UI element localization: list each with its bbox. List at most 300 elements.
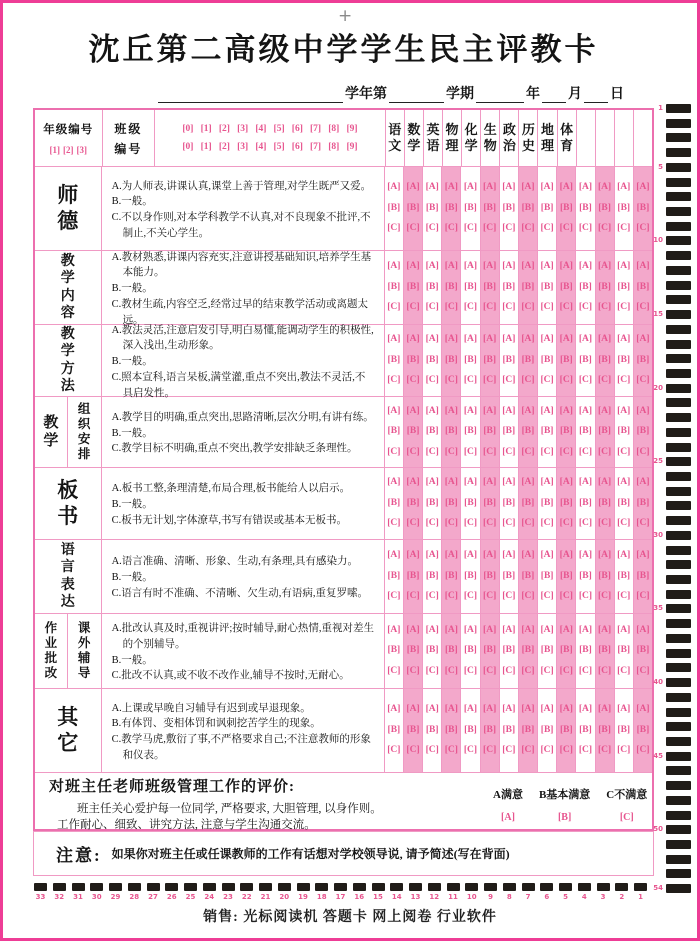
answer-bubble-B[interactable]: [B] [636, 281, 650, 292]
answer-bubble-B[interactable]: [B] [598, 497, 611, 508]
month-blank[interactable] [542, 87, 566, 103]
answer-bubble-A[interactable]: [A] [540, 405, 554, 416]
answer-bubble-A[interactable]: [A] [387, 477, 401, 488]
answer-bubble-A[interactable]: [A] [406, 624, 420, 635]
answer-bubble-B[interactable]: [B] [598, 202, 611, 213]
answer-bubble-C[interactable]: [C] [387, 302, 401, 313]
answer-bubble-C[interactable]: [C] [559, 665, 573, 676]
answer-bubble-B[interactable]: [B] [406, 354, 420, 365]
answer-bubble-A[interactable]: [A] [636, 182, 650, 193]
class-digit-bubble[interactable]: [6] [291, 123, 303, 134]
class-digit-bubble[interactable]: [8] [328, 142, 340, 153]
answer-bubble-C[interactable]: [C] [521, 518, 535, 529]
answer-bubble-B[interactable]: [B] [387, 570, 401, 581]
answer-bubble-B[interactable]: [B] [502, 570, 516, 581]
answer-bubble-C[interactable]: [C] [597, 591, 612, 602]
answer-bubble-C[interactable]: [C] [425, 223, 439, 234]
answer-bubble-B[interactable]: [B] [636, 570, 650, 581]
answer-bubble-A[interactable]: [A] [597, 550, 612, 561]
answer-bubble-B[interactable]: [B] [445, 645, 458, 656]
answer-bubble-A[interactable]: [A] [463, 182, 478, 193]
answer-bubble-A[interactable]: [A] [617, 405, 631, 416]
answer-bubble-A[interactable]: [A] [483, 704, 497, 715]
answer-bubble-C[interactable]: [C] [597, 665, 612, 676]
answer-bubble-C[interactable]: [C] [540, 302, 554, 313]
answer-bubble-B[interactable]: [B] [445, 354, 458, 365]
answer-bubble-C[interactable]: [C] [578, 223, 593, 234]
answer-bubble-A[interactable]: [A] [406, 704, 420, 715]
answer-bubble-B[interactable]: [B] [579, 354, 592, 365]
answer-bubble-C[interactable]: [C] [444, 518, 458, 529]
answer-bubble-B[interactable]: [B] [502, 645, 516, 656]
answer-bubble-B[interactable]: [B] [540, 202, 554, 213]
answer-bubble-A[interactable]: [A] [521, 624, 535, 635]
answer-bubble-A[interactable]: [A] [559, 704, 573, 715]
grade-bubble-2[interactable]: [2] [63, 144, 74, 155]
answer-bubble-C[interactable]: [C] [617, 446, 631, 457]
answer-bubble-A[interactable]: [A] [559, 624, 573, 635]
answer-bubble-B[interactable]: [B] [464, 645, 477, 656]
class-digit-bubble[interactable]: [2] [218, 142, 230, 153]
answer-bubble-A[interactable]: [A] [578, 182, 593, 193]
answer-bubble-C[interactable]: [C] [521, 223, 535, 234]
answer-bubble-A[interactable]: [A] [578, 550, 593, 561]
answer-bubble-A[interactable]: [A] [540, 334, 554, 345]
answer-bubble-C[interactable]: [C] [521, 446, 535, 457]
answer-bubble-C[interactable]: [C] [387, 745, 401, 756]
answer-bubble-B[interactable]: [B] [617, 645, 631, 656]
answer-bubble-C[interactable]: [C] [502, 223, 516, 234]
answer-bubble-B[interactable]: [B] [406, 202, 420, 213]
answer-bubble-B[interactable]: [B] [579, 281, 592, 292]
answer-bubble-B[interactable]: [B] [502, 426, 516, 437]
answer-bubble-A[interactable]: [A] [425, 334, 439, 345]
answer-bubble-A[interactable]: [A] [502, 624, 516, 635]
answer-bubble-A[interactable]: [A] [521, 334, 535, 345]
answer-bubble-C[interactable]: [C] [502, 745, 516, 756]
answer-bubble-C[interactable]: [C] [406, 745, 420, 756]
answer-bubble-B[interactable]: [B] [425, 645, 439, 656]
answer-bubble-A[interactable]: [A] [636, 624, 650, 635]
answer-bubble-A[interactable]: [A] [444, 182, 458, 193]
answer-bubble-C[interactable]: [C] [406, 302, 420, 313]
answer-bubble-B[interactable]: [B] [483, 281, 496, 292]
answer-bubble-C[interactable]: [C] [463, 302, 478, 313]
answer-bubble-C[interactable]: [C] [636, 223, 650, 234]
class-digit-bubble[interactable]: [4] [255, 142, 267, 153]
answer-bubble-A[interactable]: [A] [387, 624, 401, 635]
answer-bubble-C[interactable]: [C] [578, 446, 593, 457]
answer-bubble-A[interactable]: [A] [636, 477, 650, 488]
answer-bubble-A[interactable]: [A] [425, 624, 439, 635]
answer-bubble-A[interactable]: [A] [444, 261, 458, 272]
answer-bubble-C[interactable]: [C] [617, 665, 631, 676]
answer-bubble-B[interactable]: [B] [406, 645, 420, 656]
answer-bubble-A[interactable]: [A] [636, 550, 650, 561]
answer-bubble-C[interactable]: [C] [578, 302, 593, 313]
answer-bubble-A[interactable]: [A] [521, 182, 535, 193]
class-digit-bubble[interactable]: [5] [273, 123, 285, 134]
answer-bubble-A[interactable]: [A] [540, 477, 554, 488]
answer-bubble-A[interactable]: [A] [578, 704, 593, 715]
answer-bubble-C[interactable]: [C] [559, 375, 573, 386]
answer-bubble-A[interactable]: [A] [406, 261, 420, 272]
class-digit-bubble[interactable]: [5] [273, 142, 285, 153]
answer-bubble-A[interactable]: [A] [521, 405, 535, 416]
answer-bubble-B[interactable]: [B] [425, 281, 439, 292]
answer-bubble-C[interactable]: [C] [444, 665, 458, 676]
answer-bubble-C[interactable]: [C] [483, 518, 497, 529]
answer-bubble-C[interactable]: [C] [559, 745, 573, 756]
answer-bubble-B[interactable]: [B] [406, 497, 420, 508]
answer-bubble-B[interactable]: [B] [540, 281, 554, 292]
answer-bubble-A[interactable]: [A] [406, 477, 420, 488]
answer-bubble-A[interactable]: [A] [463, 477, 478, 488]
answer-bubble-B[interactable]: [B] [387, 724, 401, 735]
evaluation-answer-bubble[interactable]: [B] [557, 812, 572, 823]
answer-bubble-A[interactable]: [A] [444, 550, 458, 561]
answer-bubble-B[interactable]: [B] [617, 497, 631, 508]
answer-bubble-A[interactable]: [A] [540, 624, 554, 635]
answer-bubble-A[interactable]: [A] [521, 261, 535, 272]
answer-bubble-B[interactable]: [B] [483, 570, 496, 581]
answer-bubble-C[interactable]: [C] [483, 223, 497, 234]
answer-bubble-A[interactable]: [A] [444, 334, 458, 345]
answer-bubble-C[interactable]: [C] [502, 446, 516, 457]
answer-bubble-B[interactable]: [B] [464, 570, 477, 581]
answer-bubble-C[interactable]: [C] [425, 375, 439, 386]
answer-bubble-B[interactable]: [B] [406, 426, 420, 437]
answer-bubble-C[interactable]: [C] [387, 518, 401, 529]
answer-bubble-B[interactable]: [B] [406, 281, 420, 292]
answer-bubble-C[interactable]: [C] [521, 665, 535, 676]
class-digit-bubble[interactable]: [9] [346, 123, 358, 134]
answer-bubble-B[interactable]: [B] [636, 354, 650, 365]
answer-bubble-A[interactable]: [A] [597, 261, 612, 272]
answer-bubble-C[interactable]: [C] [636, 665, 650, 676]
class-digit-bubble[interactable]: [2] [218, 123, 230, 134]
answer-bubble-C[interactable]: [C] [540, 745, 554, 756]
answer-bubble-C[interactable]: [C] [387, 375, 401, 386]
answer-bubble-C[interactable]: [C] [617, 302, 631, 313]
answer-bubble-C[interactable]: [C] [463, 665, 478, 676]
answer-bubble-B[interactable]: [B] [540, 724, 554, 735]
answer-bubble-B[interactable]: [B] [425, 202, 439, 213]
answer-bubble-C[interactable]: [C] [597, 518, 612, 529]
answer-bubble-A[interactable]: [A] [502, 477, 516, 488]
answer-bubble-A[interactable]: [A] [540, 182, 554, 193]
answer-bubble-C[interactable]: [C] [463, 518, 478, 529]
answer-bubble-A[interactable]: [A] [559, 550, 573, 561]
answer-bubble-B[interactable]: [B] [559, 497, 573, 508]
answer-bubble-A[interactable]: [A] [578, 405, 593, 416]
answer-bubble-C[interactable]: [C] [406, 446, 420, 457]
day-blank[interactable] [584, 87, 608, 103]
answer-bubble-A[interactable]: [A] [559, 182, 573, 193]
answer-bubble-C[interactable]: [C] [617, 745, 631, 756]
answer-bubble-B[interactable]: [B] [559, 570, 573, 581]
answer-bubble-A[interactable]: [A] [502, 182, 516, 193]
answer-bubble-B[interactable]: [B] [445, 497, 458, 508]
answer-bubble-A[interactable]: [A] [521, 704, 535, 715]
answer-bubble-B[interactable]: [B] [540, 497, 554, 508]
class-digit-bubble[interactable]: [0] [182, 123, 194, 134]
answer-bubble-C[interactable]: [C] [483, 302, 497, 313]
answer-bubble-C[interactable]: [C] [425, 518, 439, 529]
answer-bubble-A[interactable]: [A] [502, 704, 516, 715]
answer-bubble-B[interactable]: [B] [579, 724, 592, 735]
grade-bubble-3[interactable]: [3] [76, 144, 88, 155]
answer-bubble-A[interactable]: [A] [406, 405, 420, 416]
answer-bubble-A[interactable]: [A] [483, 182, 497, 193]
answer-bubble-B[interactable]: [B] [521, 426, 535, 437]
answer-bubble-B[interactable]: [B] [540, 426, 554, 437]
answer-bubble-A[interactable]: [A] [483, 261, 497, 272]
answer-bubble-B[interactable]: [B] [579, 645, 592, 656]
answer-bubble-A[interactable]: [A] [617, 550, 631, 561]
answer-bubble-B[interactable]: [B] [425, 354, 439, 365]
answer-bubble-B[interactable]: [B] [617, 426, 631, 437]
class-digit-bubble[interactable]: [3] [237, 142, 249, 153]
answer-bubble-C[interactable]: [C] [578, 591, 593, 602]
answer-bubble-C[interactable]: [C] [502, 518, 516, 529]
answer-bubble-A[interactable]: [A] [463, 405, 478, 416]
answer-bubble-C[interactable]: [C] [636, 591, 650, 602]
answer-bubble-A[interactable]: [A] [406, 550, 420, 561]
answer-bubble-C[interactable]: [C] [559, 518, 573, 529]
answer-bubble-B[interactable]: [B] [502, 354, 516, 365]
answer-bubble-A[interactable]: [A] [597, 704, 612, 715]
answer-bubble-B[interactable]: [B] [579, 497, 592, 508]
answer-bubble-B[interactable]: [B] [540, 645, 554, 656]
answer-bubble-C[interactable]: [C] [406, 518, 420, 529]
answer-bubble-B[interactable]: [B] [387, 354, 401, 365]
answer-bubble-A[interactable]: [A] [425, 477, 439, 488]
answer-bubble-B[interactable]: [B] [559, 724, 573, 735]
answer-bubble-B[interactable]: [B] [540, 570, 554, 581]
answer-bubble-B[interactable]: [B] [579, 202, 592, 213]
answer-bubble-A[interactable]: [A] [502, 334, 516, 345]
answer-bubble-C[interactable]: [C] [636, 446, 650, 457]
answer-bubble-C[interactable]: [C] [540, 591, 554, 602]
answer-bubble-A[interactable]: [A] [597, 182, 612, 193]
answer-bubble-A[interactable]: [A] [444, 704, 458, 715]
answer-bubble-C[interactable]: [C] [636, 302, 650, 313]
answer-bubble-C[interactable]: [C] [597, 302, 612, 313]
answer-bubble-C[interactable]: [C] [483, 446, 497, 457]
answer-bubble-B[interactable]: [B] [464, 426, 477, 437]
answer-bubble-C[interactable]: [C] [521, 302, 535, 313]
answer-bubble-C[interactable]: [C] [636, 745, 650, 756]
answer-bubble-B[interactable]: [B] [521, 724, 535, 735]
answer-bubble-B[interactable]: [B] [445, 281, 458, 292]
answer-bubble-C[interactable]: [C] [425, 665, 439, 676]
answer-bubble-A[interactable]: [A] [406, 334, 420, 345]
answer-bubble-B[interactable]: [B] [617, 570, 631, 581]
answer-bubble-B[interactable]: [B] [598, 645, 611, 656]
answer-bubble-B[interactable]: [B] [559, 202, 573, 213]
answer-bubble-C[interactable]: [C] [502, 302, 516, 313]
answer-bubble-A[interactable]: [A] [463, 550, 478, 561]
answer-bubble-C[interactable]: [C] [463, 375, 478, 386]
answer-bubble-A[interactable]: [A] [425, 550, 439, 561]
answer-bubble-B[interactable]: [B] [425, 426, 439, 437]
answer-bubble-C[interactable]: [C] [463, 446, 478, 457]
answer-bubble-B[interactable]: [B] [387, 281, 401, 292]
answer-bubble-A[interactable]: [A] [617, 624, 631, 635]
answer-bubble-B[interactable]: [B] [521, 354, 535, 365]
answer-bubble-B[interactable]: [B] [425, 724, 439, 735]
answer-bubble-B[interactable]: [B] [502, 724, 516, 735]
answer-bubble-B[interactable]: [B] [636, 497, 650, 508]
answer-bubble-C[interactable]: [C] [636, 518, 650, 529]
answer-bubble-B[interactable]: [B] [464, 202, 477, 213]
answer-bubble-A[interactable]: [A] [559, 477, 573, 488]
answer-bubble-B[interactable]: [B] [636, 426, 650, 437]
answer-bubble-A[interactable]: [A] [578, 477, 593, 488]
answer-bubble-C[interactable]: [C] [425, 302, 439, 313]
class-digit-bubble[interactable]: [3] [237, 123, 249, 134]
answer-bubble-C[interactable]: [C] [540, 375, 554, 386]
answer-bubble-A[interactable]: [A] [387, 182, 401, 193]
answer-bubble-B[interactable]: [B] [483, 202, 496, 213]
answer-bubble-C[interactable]: [C] [444, 302, 458, 313]
answer-bubble-C[interactable]: [C] [559, 446, 573, 457]
answer-bubble-B[interactable]: [B] [406, 724, 420, 735]
answer-bubble-C[interactable]: [C] [540, 446, 554, 457]
evaluation-answer-bubble[interactable]: [C] [619, 812, 634, 823]
answer-bubble-A[interactable]: [A] [578, 334, 593, 345]
answer-bubble-A[interactable]: [A] [463, 261, 478, 272]
answer-bubble-A[interactable]: [A] [425, 182, 439, 193]
answer-bubble-B[interactable]: [B] [387, 202, 401, 213]
answer-bubble-C[interactable]: [C] [387, 665, 401, 676]
answer-bubble-A[interactable]: [A] [578, 624, 593, 635]
answer-bubble-C[interactable]: [C] [578, 745, 593, 756]
answer-bubble-A[interactable]: [A] [425, 704, 439, 715]
answer-bubble-C[interactable]: [C] [463, 591, 478, 602]
answer-bubble-B[interactable]: [B] [445, 426, 458, 437]
answer-bubble-B[interactable]: [B] [598, 724, 611, 735]
class-digit-bubble[interactable]: [4] [255, 123, 267, 134]
answer-bubble-A[interactable]: [A] [540, 261, 554, 272]
answer-bubble-C[interactable]: [C] [578, 518, 593, 529]
answer-bubble-C[interactable]: [C] [578, 665, 593, 676]
class-digit-bubble[interactable]: [8] [328, 123, 340, 134]
answer-bubble-C[interactable]: [C] [597, 446, 612, 457]
answer-bubble-C[interactable]: [C] [425, 446, 439, 457]
answer-bubble-C[interactable]: [C] [406, 665, 420, 676]
answer-bubble-B[interactable]: [B] [464, 354, 477, 365]
answer-bubble-A[interactable]: [A] [617, 477, 631, 488]
answer-bubble-B[interactable]: [B] [406, 570, 420, 581]
class-digit-bubble[interactable]: [1] [200, 123, 212, 134]
answer-bubble-B[interactable]: [B] [445, 724, 458, 735]
answer-bubble-C[interactable]: [C] [540, 223, 554, 234]
answer-bubble-A[interactable]: [A] [483, 624, 497, 635]
answer-bubble-A[interactable]: [A] [502, 550, 516, 561]
answer-bubble-C[interactable]: [C] [597, 745, 612, 756]
answer-bubble-C[interactable]: [C] [521, 375, 535, 386]
answer-bubble-C[interactable]: [C] [540, 665, 554, 676]
answer-bubble-B[interactable]: [B] [521, 202, 535, 213]
answer-bubble-B[interactable]: [B] [387, 645, 401, 656]
answer-bubble-C[interactable]: [C] [406, 223, 420, 234]
answer-bubble-C[interactable]: [C] [597, 223, 612, 234]
school-year-blank[interactable] [158, 87, 343, 103]
answer-bubble-A[interactable]: [A] [483, 405, 497, 416]
answer-bubble-A[interactable]: [A] [463, 334, 478, 345]
answer-bubble-B[interactable]: [B] [598, 426, 611, 437]
answer-bubble-A[interactable]: [A] [559, 405, 573, 416]
answer-bubble-B[interactable]: [B] [425, 497, 439, 508]
answer-bubble-B[interactable]: [B] [464, 497, 477, 508]
answer-bubble-B[interactable]: [B] [598, 570, 611, 581]
answer-bubble-A[interactable]: [A] [636, 334, 650, 345]
answer-bubble-B[interactable]: [B] [636, 645, 650, 656]
answer-bubble-A[interactable]: [A] [617, 182, 631, 193]
class-digit-bubble[interactable]: [9] [346, 142, 358, 153]
answer-bubble-A[interactable]: [A] [559, 334, 573, 345]
class-digit-bubble[interactable]: [6] [291, 142, 303, 153]
answer-bubble-B[interactable]: [B] [464, 724, 477, 735]
semester-blank[interactable] [389, 87, 444, 103]
answer-bubble-B[interactable]: [B] [617, 281, 631, 292]
answer-bubble-B[interactable]: [B] [502, 281, 516, 292]
answer-bubble-C[interactable]: [C] [387, 591, 401, 602]
answer-bubble-C[interactable]: [C] [617, 375, 631, 386]
answer-bubble-B[interactable]: [B] [445, 202, 458, 213]
answer-bubble-C[interactable]: [C] [502, 591, 516, 602]
answer-bubble-B[interactable]: [B] [579, 426, 592, 437]
answer-bubble-A[interactable]: [A] [483, 477, 497, 488]
answer-bubble-C[interactable]: [C] [559, 302, 573, 313]
answer-bubble-C[interactable]: [C] [578, 375, 593, 386]
answer-bubble-A[interactable]: [A] [483, 334, 497, 345]
answer-bubble-C[interactable]: [C] [387, 446, 401, 457]
answer-bubble-C[interactable]: [C] [617, 223, 631, 234]
answer-bubble-A[interactable]: [A] [425, 405, 439, 416]
answer-bubble-C[interactable]: [C] [444, 223, 458, 234]
answer-bubble-A[interactable]: [A] [636, 704, 650, 715]
answer-bubble-C[interactable]: [C] [559, 223, 573, 234]
answer-bubble-B[interactable]: [B] [502, 202, 516, 213]
answer-bubble-A[interactable]: [A] [617, 704, 631, 715]
class-digit-bubble[interactable]: [7] [310, 142, 322, 153]
answer-bubble-B[interactable]: [B] [540, 354, 554, 365]
answer-bubble-A[interactable]: [A] [463, 704, 478, 715]
answer-bubble-C[interactable]: [C] [597, 375, 612, 386]
answer-bubble-A[interactable]: [A] [387, 704, 401, 715]
answer-bubble-A[interactable]: [A] [444, 624, 458, 635]
answer-bubble-B[interactable]: [B] [387, 497, 401, 508]
answer-bubble-A[interactable]: [A] [444, 477, 458, 488]
answer-bubble-C[interactable]: [C] [444, 375, 458, 386]
answer-bubble-C[interactable]: [C] [406, 591, 420, 602]
answer-bubble-A[interactable]: [A] [540, 704, 554, 715]
answer-bubble-A[interactable]: [A] [502, 261, 516, 272]
answer-bubble-C[interactable]: [C] [463, 223, 478, 234]
answer-bubble-A[interactable]: [A] [406, 182, 420, 193]
answer-bubble-C[interactable]: [C] [444, 591, 458, 602]
answer-bubble-B[interactable]: [B] [636, 202, 650, 213]
answer-bubble-C[interactable]: [C] [425, 591, 439, 602]
answer-bubble-B[interactable]: [B] [483, 724, 496, 735]
answer-bubble-A[interactable]: [A] [617, 261, 631, 272]
grade-bubble-1[interactable]: [1] [49, 144, 61, 155]
answer-bubble-A[interactable]: [A] [578, 261, 593, 272]
answer-bubble-B[interactable]: [B] [425, 570, 439, 581]
